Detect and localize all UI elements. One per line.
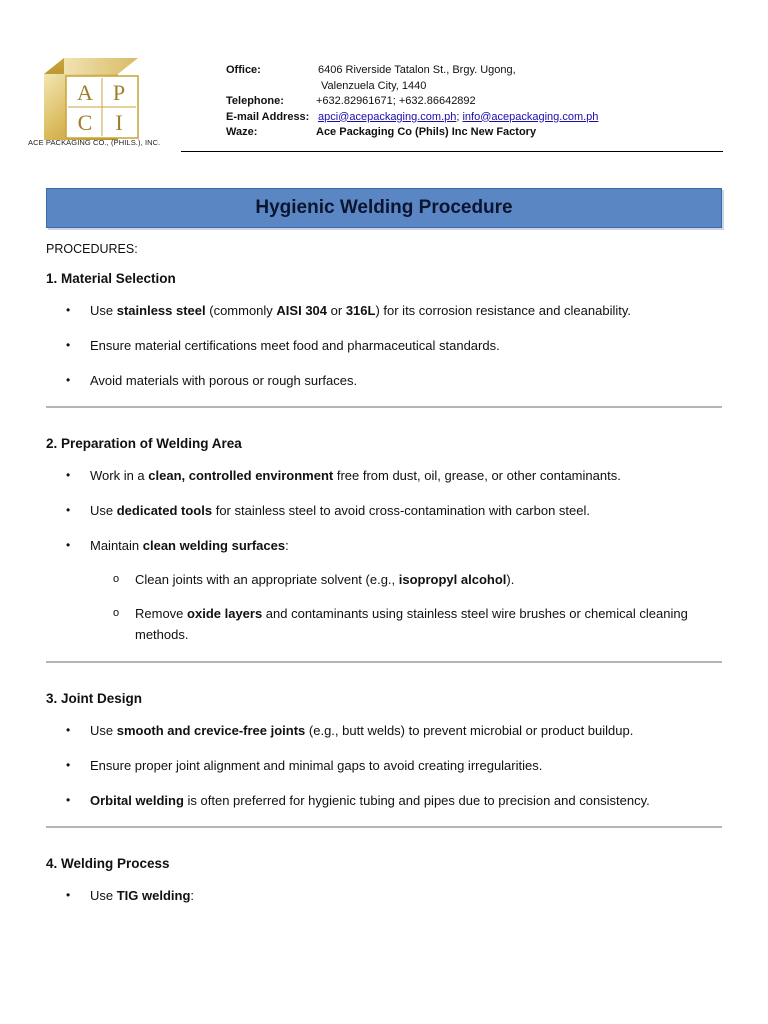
bullet-list [46, 886, 722, 905]
section-divider [46, 826, 722, 828]
list-item: • Ensure proper joint alignment and minimal gaps to avoid creating irregularities. [46, 756, 722, 775]
email-link-apci[interactable]: apci@acepackaging.com.ph [318, 110, 457, 123]
section-heading: 3. Joint Design [46, 691, 143, 706]
sub-list-item: o Clean joints with an appropriate solvent (e.g., isopropyl alcohol). [90, 569, 722, 590]
logo-letter-a: A [77, 80, 93, 105]
section-divider [46, 406, 722, 408]
list-item: • Avoid materials with porous or rough surfaces. [46, 371, 722, 390]
email-separator: ; [456, 110, 460, 123]
list-item: • Orbital welding is often preferred for hygienic tubing and pipes due to precision and consistency. [46, 791, 722, 810]
contact-info [226, 63, 598, 141]
office-address-line1: 6406 Riverside Tatalon St., Brgy. Ugong, [318, 64, 516, 76]
logo-letter-p: P [112, 80, 126, 105]
sub-bullet-list [90, 569, 722, 645]
sub-list-item: o Remove oxide layers and contaminants using stainless steel wire brushes or chemical cleaning methods. [90, 603, 722, 645]
office-label: Office: [226, 64, 261, 76]
section-divider [46, 661, 722, 663]
title-banner [46, 188, 722, 228]
telephone-value: +632.82961671; +632.86642892 [316, 95, 476, 107]
list-item: • Use stainless steel (commonly AISI 304 or 316L) for its corrosion resistance and cleanability. [46, 301, 722, 320]
section-preparation [46, 436, 722, 645]
list-item: • Use TIG welding: [46, 886, 722, 905]
logo-caption: ACE PACKAGING CO., (PHILS.), INC. [28, 138, 161, 147]
telephone-row [226, 94, 598, 110]
office-address-line2: Valenzuela City, 1440 [321, 79, 427, 92]
section-material-selection [46, 271, 722, 390]
logo-letter-c: C [77, 110, 93, 135]
procedures-label: PROCEDURES: [46, 242, 138, 256]
bullet-list [46, 466, 722, 645]
waze-label: Waze: [226, 126, 258, 138]
section-joint-design [46, 691, 722, 810]
email-label: E-mail Address: [226, 110, 310, 123]
bullet-list [46, 721, 722, 810]
document-title: Hygienic Welding Procedure [255, 197, 513, 218]
bullet-list [46, 301, 722, 390]
list-item: • Ensure material certifications meet food and pharmaceutical standards. [46, 336, 722, 355]
section-heading: 4. Welding Process [46, 856, 170, 871]
section-heading: 2. Preparation of Welding Area [46, 436, 242, 451]
document-body [46, 242, 722, 921]
waze-row [226, 125, 598, 141]
section-heading: 1. Material Selection [46, 271, 176, 286]
email-row [226, 110, 598, 126]
list-item: • Work in a clean, controlled environment free from dust, oil, grease, or other contaminants. [46, 466, 722, 485]
section-welding-process [46, 856, 722, 905]
logo-letter-i: I [115, 110, 123, 135]
list-item: • Use smooth and crevice-free joints (e.g., butt welds) to prevent microbial or product buildup. [46, 721, 722, 740]
telephone-label: Telephone: [226, 95, 284, 107]
company-logo [42, 52, 142, 144]
office-row [226, 63, 598, 79]
list-item: • Maintain clean welding surfaces: o Clean joints with an appropriate solvent (e.g., isopropyl alcohol). o Remove oxide layers and contaminants using stainless steel wire brushes or chemical cleaning methods. [46, 536, 722, 645]
waze-value: Ace Packaging Co (Phils) Inc New Factory [316, 126, 537, 138]
header-divider [181, 151, 723, 152]
email-link-info[interactable]: info@acepackaging.com.ph [462, 110, 599, 123]
office-label-spacer [226, 79, 314, 95]
list-item: • Use dedicated tools for stainless steel to avoid cross-contamination with carbon steel. [46, 501, 722, 520]
office-row-2 [226, 79, 598, 95]
